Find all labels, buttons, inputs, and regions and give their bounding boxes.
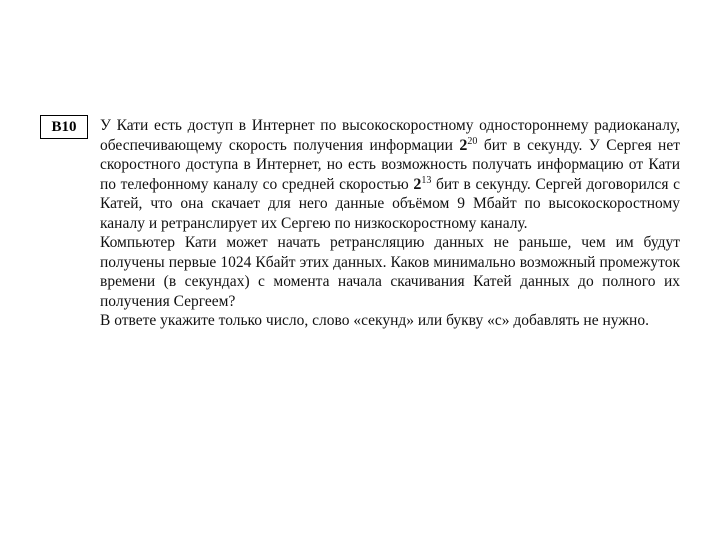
- problem-text: [100, 116, 680, 331]
- power-base-1: 2: [459, 136, 468, 154]
- power-exponent-2: 13: [421, 174, 432, 186]
- power-exponent-1: 20: [467, 135, 478, 147]
- problem-paragraph-1: [100, 116, 680, 233]
- paragraph-1-text-c: бит в секунду. Сергей договорился с Катей, что она скачает для него данные объёмом 9 Мбайт по высокоскоростному каналу и ретранслирует их Сергею по низкоскоростному каналу.: [100, 175, 680, 232]
- problem-paragraph-2: Компьютер Кати может начать ретрансляцию данных не раньше, чем им будут получены первые 1024 Кбайт этих данных. Каков минимально возможный промежуток времени (в секундах) с момента начала скачивания Катей данных до полного их получения Сергеем?: [100, 234, 680, 310]
- task-label: B10: [40, 115, 88, 139]
- problem-paragraph-3: В ответе укажите только число, слово «секунд» или букву «с» добавлять не нужно.: [100, 312, 649, 329]
- paragraph-1-text-a: У Кати есть доступ в Интернет по высокоскоростному одностороннему радиоканалу, обеспечивающему скорость получения информации: [100, 117, 680, 154]
- paragraph-1-text-b: бит в секунду. У Сергея нет скоростного доступа в Интернет, но есть возможность получать информацию от Кати по телефонному каналу со средней скоростью: [100, 136, 680, 193]
- power-base-2: 2: [413, 175, 422, 193]
